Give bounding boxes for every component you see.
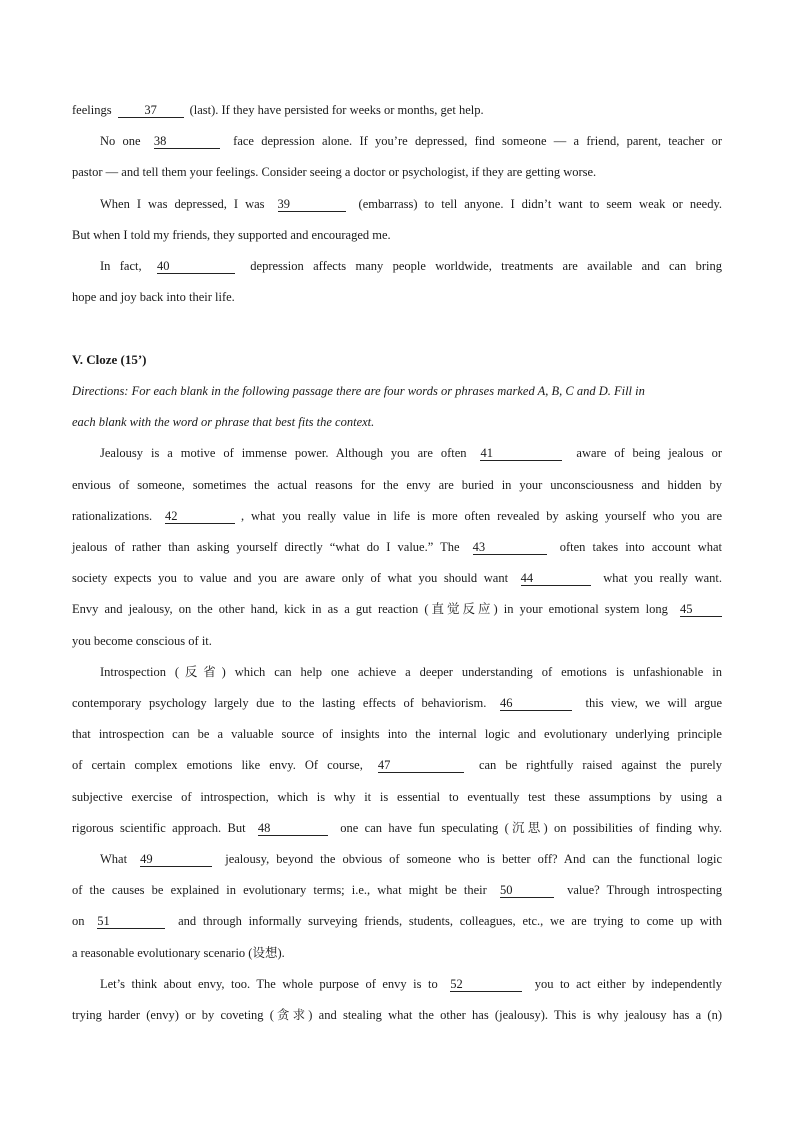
blank-41[interactable]: 41 <box>480 446 562 461</box>
blank-52[interactable]: 52 <box>450 977 522 992</box>
para1-line-5: society expects you to value and you are aware only of what you should want 44 what you really want. <box>72 571 723 585</box>
line-39b: But when I told my friends, they supported and encouraged me. <box>72 228 391 242</box>
para1-line-2: envious of someone, sometimes the actual reasons for the envy are buried in your unconsciousness and hidden by <box>72 478 722 492</box>
directions-line-2: each blank with the word or phrase that best fits the context. <box>72 415 375 429</box>
blank-49[interactable]: 49 <box>140 852 212 867</box>
blank-39[interactable]: 39 <box>278 197 346 212</box>
line-38b: pastor — and tell them your feelings. Consider seeing a doctor or psychologist, if they are getting worse. <box>72 165 597 179</box>
para2-line-5: subjective exercise of introspection, which is why it is essential to eventually test these assumptions by using a <box>72 790 722 804</box>
blank-43[interactable]: 43 <box>473 540 547 555</box>
section-heading: V. Cloze (15’) <box>72 352 147 367</box>
para2-line-8: of the causes be explained in evolutionary terms; i.e., what might be their 50 value? Through introspecting <box>72 883 722 897</box>
para1-line-7: you become conscious of it. <box>72 634 212 648</box>
blank-51[interactable]: 51 <box>97 914 165 929</box>
para2-line-9: on 51 and through informally surveying friends, students, colleagues, etc., we are trying to come up with <box>72 914 723 928</box>
line-40b: hope and joy back into their life. <box>72 290 235 304</box>
para2-line-4: of certain complex emotions like envy. Of course, 47 can be rightfully raised against the purely <box>72 758 723 772</box>
para3-line-1: Let’s think about envy, too. The whole purpose of envy is to 52 you to act either by independently <box>100 977 723 991</box>
blank-44[interactable]: 44 <box>521 571 591 586</box>
directions-line-1: Directions: For each blank in the following passage there are four words or phrases marked A, B, C and D. Fill in <box>72 384 645 398</box>
para1-line-3: rationalizations. 42 , what you really value in life is more often revealed by asking yourself who you are <box>72 509 722 523</box>
para2-line-6: rigorous scientific approach. But 48 one can have fun speculating (沉思) on possibilities of finding why. <box>72 821 723 835</box>
blank-47[interactable]: 47 <box>378 758 464 773</box>
para2-line-10: a reasonable evolutionary scenario (设想). <box>72 946 285 960</box>
blank-46[interactable]: 46 <box>500 696 572 711</box>
para3-line-2: trying harder (envy) or by coveting (贪求) and stealing what the other has (jealousy). This is why jealousy has a (n) <box>72 1008 722 1022</box>
blank-40[interactable]: 40 <box>157 259 235 274</box>
para2-line-2: contemporary psychology largely due to the lasting effects of behaviorism. 46 this view, we will argue <box>72 696 722 710</box>
blank-45[interactable]: 45 <box>680 602 722 617</box>
blank-37[interactable]: 37 <box>118 103 184 118</box>
para2-line-1: Introspection (反省) which can help one achieve a deeper understanding of emotions is unfashionable in <box>100 665 722 679</box>
blank-42[interactable]: 42 <box>165 509 235 524</box>
line-38a: No one 38 face depression alone. If you’re depressed, find someone — a friend, parent, teacher or <box>100 134 723 148</box>
blank-48[interactable]: 48 <box>258 821 328 836</box>
line-40a: In fact, 40 depression affects many people worldwide, treatments are available and can bring <box>100 259 723 273</box>
line-37: feelings 37 (last). If they have persisted for weeks or months, get help. <box>72 103 484 117</box>
para1-line-4: jealous of rather than asking yourself directly “what do I value.” The 43 often takes into account what <box>72 540 723 554</box>
blank-38[interactable]: 38 <box>154 134 220 149</box>
para1-line-6: Envy and jealousy, on the other hand, kick in as a gut reaction (直觉反应) in your emotional system long 45 <box>72 601 722 617</box>
blank-50[interactable]: 50 <box>500 883 554 898</box>
para2-line-7: What 49 jealousy, beyond the obvious of someone who is better off? And can the functional logic <box>100 852 723 866</box>
line-39a: When I was depressed, I was 39 (embarrass) to tell anyone. I didn’t want to seem weak or needy. <box>100 197 723 211</box>
para2-line-3: that introspection can be a valuable source of insights into the internal logic and evolutionary underlying principle <box>72 727 722 741</box>
para1-line-1: Jealousy is a motive of immense power. Although you are often 41 aware of being jealous or <box>100 446 723 460</box>
